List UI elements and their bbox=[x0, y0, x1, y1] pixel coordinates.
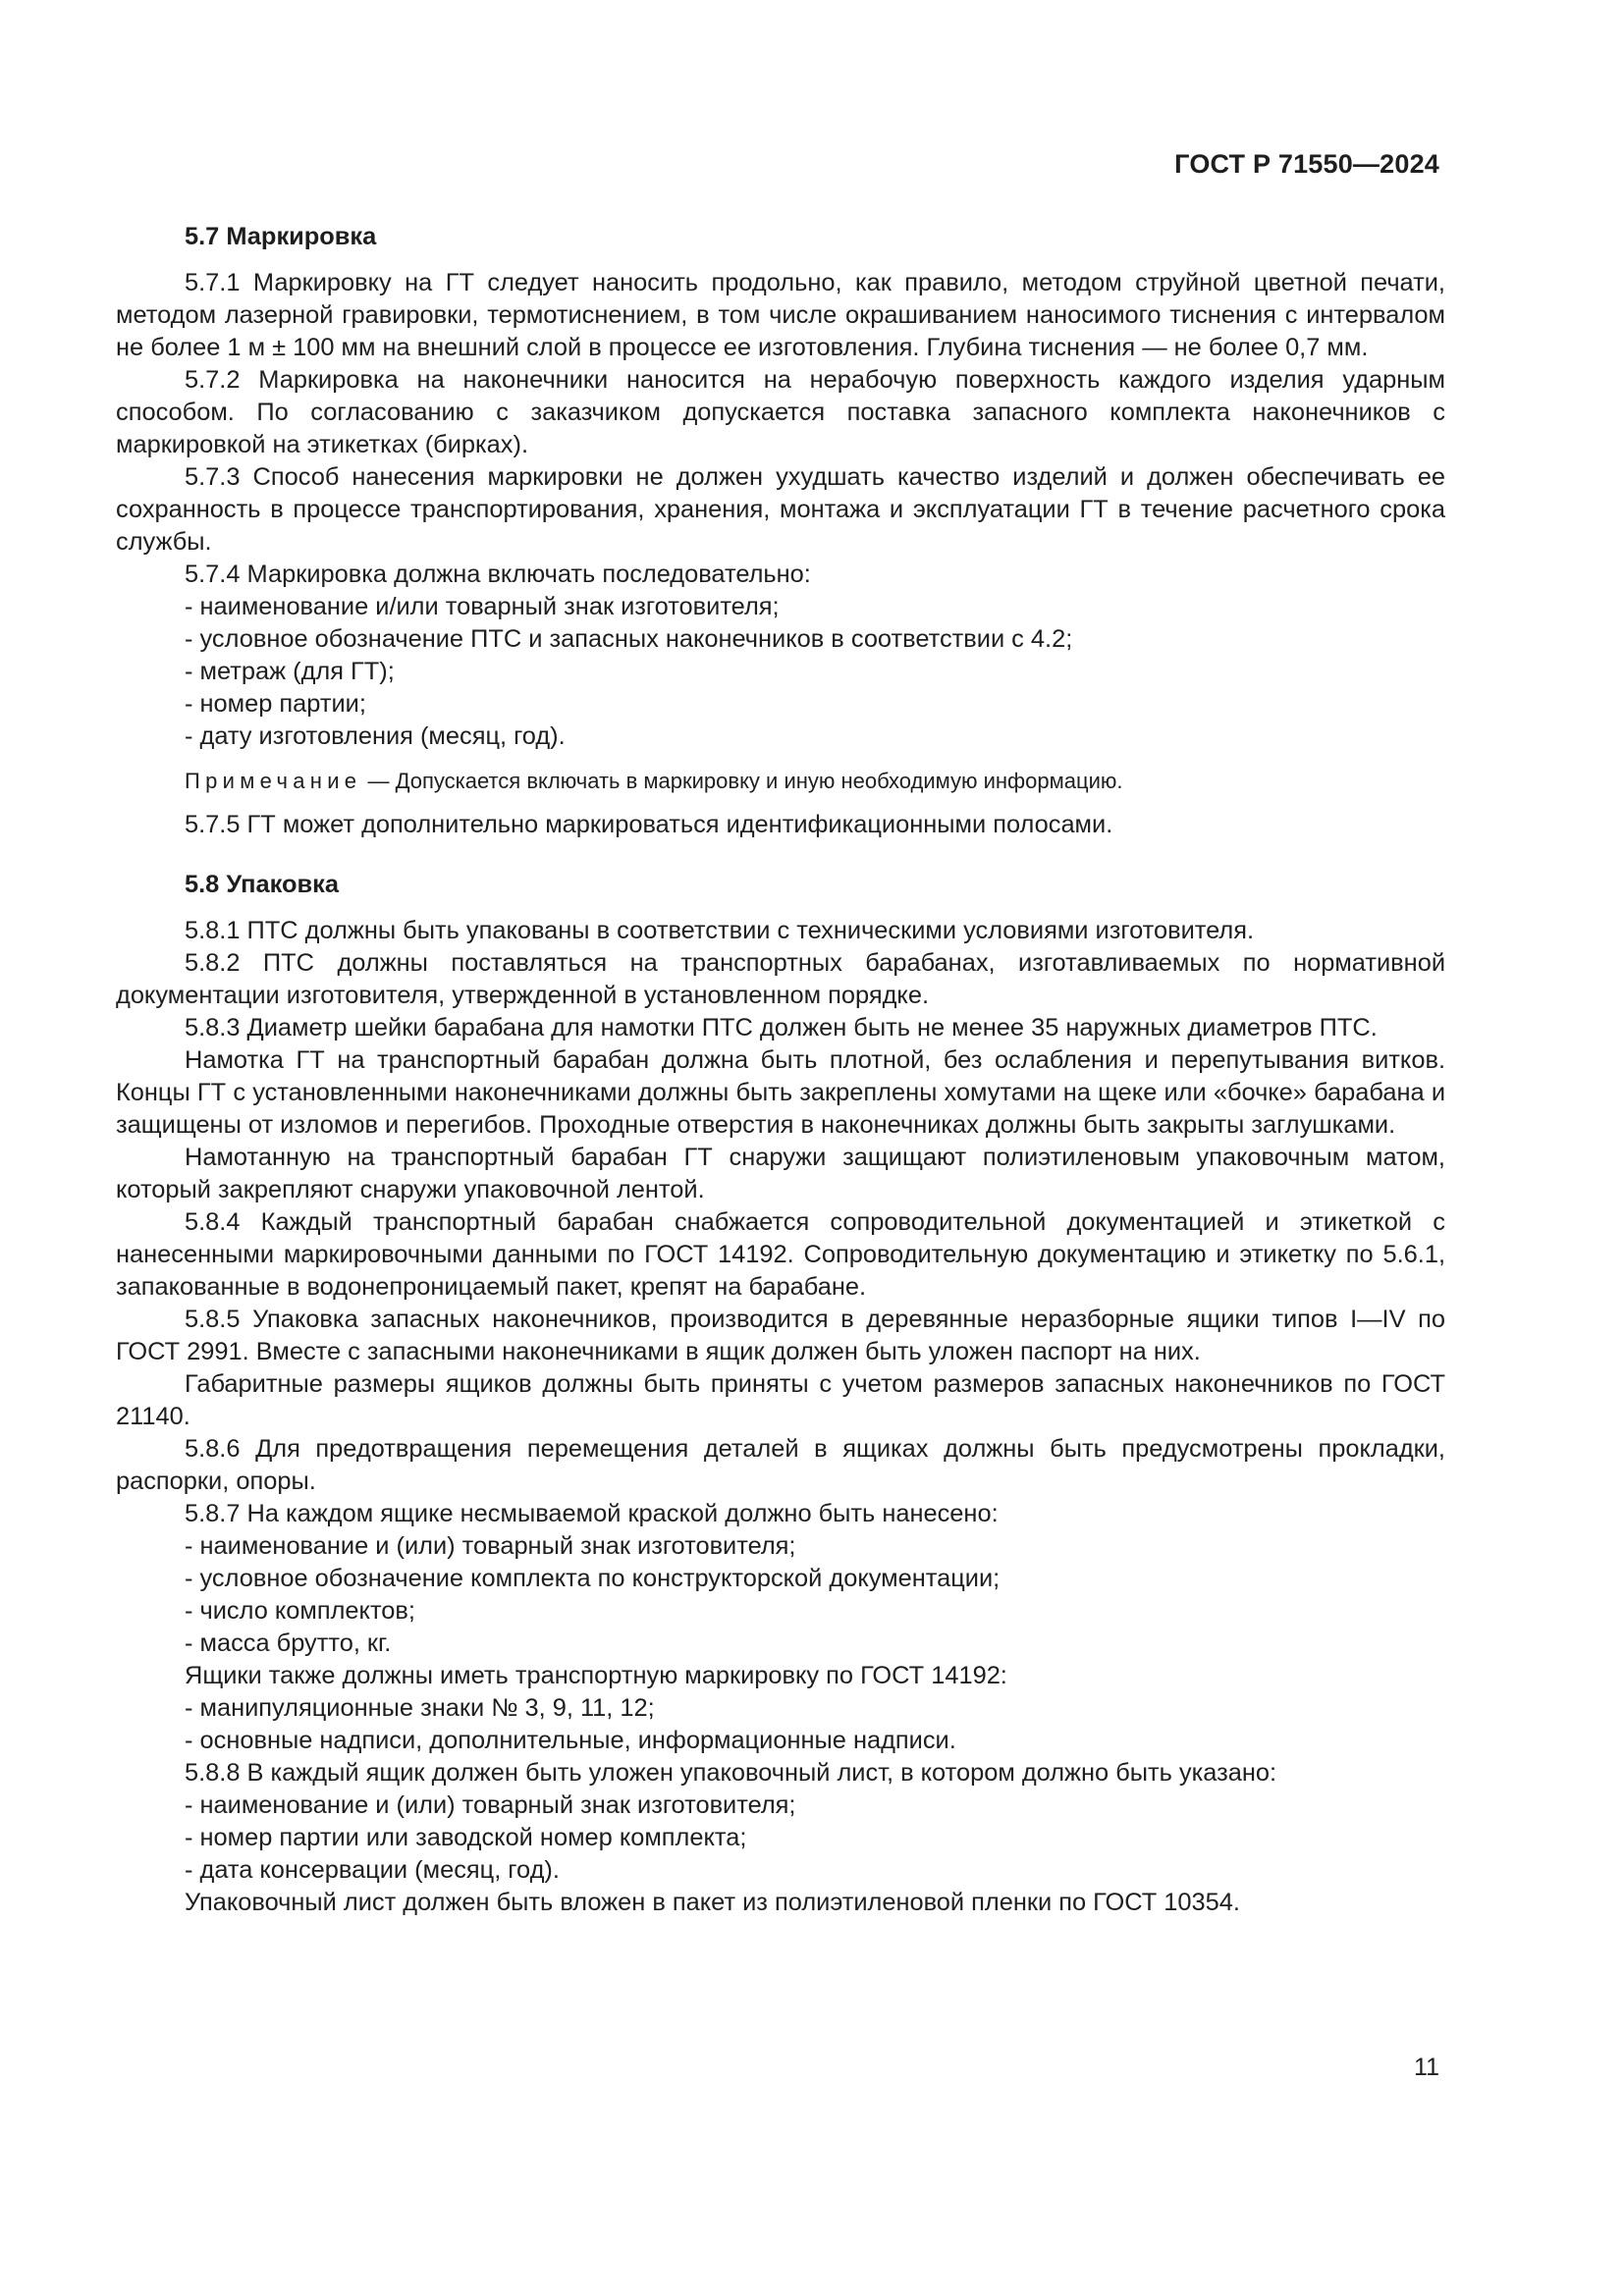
paragraph-5-7-5: 5.7.5 ГТ может дополнительно маркироваться идентификационными полосами. bbox=[185, 811, 1113, 838]
paragraph-5-8-8: 5.8.8 В каждый ящик должен быть уложен упаковочный лист, в котором должно быть указано: bbox=[185, 1759, 1277, 1787]
list-item: - номер партии; bbox=[185, 688, 1445, 721]
paragraph-packing-list: Упаковочный лист должен быть вложен в пакет из полиэтиленовой пленки по ГОСТ 10354. bbox=[185, 1889, 1240, 1916]
list-item: - условное обозначение комплекта по конструкторской документации; bbox=[185, 1563, 1445, 1595]
list-item: - номер партии или заводской номер комплекта; bbox=[185, 1822, 1445, 1854]
section-heading-5-7: 5.7 Маркировка bbox=[185, 223, 377, 250]
page-number: 11 bbox=[1414, 2054, 1439, 2081]
list-item: - наименование и/или товарный знак изготовителя; bbox=[185, 591, 1445, 623]
list-item: - метраж (для ГТ); bbox=[185, 656, 1445, 688]
page-content bbox=[116, 221, 1445, 1919]
paragraph-5-8-3: 5.8.3 Диаметр шейки барабана для намотки ПТС должен быть не менее 35 наружных диаметров ПТС. bbox=[185, 1014, 1378, 1041]
list-item: - наименование и (или) товарный знак изготовителя; bbox=[185, 1530, 1445, 1563]
list-item: - наименование и (или) товарный знак изготовителя; bbox=[185, 1789, 1445, 1822]
list-item: - дата консервации (месяц, год). bbox=[185, 1854, 1445, 1887]
note-text: — Допускается включать в маркировку и иную необходимую информацию. bbox=[361, 769, 1123, 793]
list-item: - дату изготовления (месяц, год). bbox=[185, 721, 1445, 753]
paragraph-5-7-4: 5.7.4 Маркировка должна включать последовательно: bbox=[185, 561, 811, 588]
note-label: Примечание bbox=[185, 769, 362, 793]
paragraph-protection: Намотанную на транспортный барабан ГТ снаружи защищают полиэтиленовым упаковочным матом, который закрепляют снаружи упаковочной лентой. bbox=[116, 1144, 1445, 1203]
paragraph-transport-marking: Ящики также должны иметь транспортную маркировку по ГОСТ 14192: bbox=[185, 1662, 1007, 1689]
list-item: - манипуляционные знаки № 3, 9, 11, 12; bbox=[185, 1692, 1445, 1725]
list-item: - условное обозначение ПТС и запасных наконечников в соответствии с 4.2; bbox=[185, 623, 1445, 656]
paragraph-box-dimensions: Габаритные размеры ящиков должны быть приняты с учетом размеров запасных наконечников по ГОСТ 21140. bbox=[116, 1370, 1445, 1430]
document-code: ГОСТ Р 71550—2024 bbox=[1174, 149, 1439, 179]
paragraph-5-8-7: 5.8.7 На каждом ящике несмываемой краской должно быть нанесено: bbox=[185, 1500, 999, 1527]
paragraph-5-8-5: 5.8.5 Упаковка запасных наконечников, производится в деревянные неразборные ящики типов I—IV по ГОСТ 2991. Вместе с запасными наконечниками в ящик должен быть уложен паспорт на них. bbox=[116, 1306, 1445, 1365]
paragraph-5-8-2: 5.8.2 ПТС должны поставляться на транспортных барабанах, изготавливаемых по нормативной документации изготовителя, утвержденной в установленном порядке. bbox=[116, 949, 1445, 1009]
paragraph-5-8-4: 5.8.4 Каждый транспортный барабан снабжается сопроводительной документацией и этикеткой с нанесенными маркировочными данными по ГОСТ 14192. Сопроводительную документацию и этикетку по 5.6.1, запакованные в водонепроницаемый пакет, крепят на барабане. bbox=[116, 1208, 1445, 1301]
paragraph-5-7-2: 5.7.2 Маркировка на наконечники наносится на нерабочую поверхность каждого изделия ударным способом. По согласованию с заказчиком допускается поставка запасного комплекта наконечников с маркировкой на этикетках (бирках). bbox=[116, 366, 1445, 458]
list-item: - основные надписи, дополнительные, информационные надписи. bbox=[185, 1725, 1445, 1757]
paragraph-winding: Намотка ГТ на транспортный барабан должна быть плотной, без ослабления и перепутывания витков. Концы ГТ с установленными наконечниками должны быть закреплены хомутами на щеке или «бочке» барабана и защищены от изломов и перегибов. Проходные отверстия в наконечниках должны быть закрыты заглушками. bbox=[116, 1046, 1445, 1139]
paragraph-5-8-6: 5.8.6 Для предотвращения перемещения деталей в ящиках должны быть предусмотрены прокладки, распорки, опоры. bbox=[116, 1435, 1445, 1495]
section-heading-5-8: 5.8 Упаковка bbox=[185, 871, 339, 898]
paragraph-5-7-3: 5.7.3 Способ нанесения маркировки не должен ухудшать качество изделий и должен обеспечивать ее сохранность в процессе транспортирования, хранения, монтажа и эксплуатации ГТ в течение расчетного срока службы. bbox=[116, 463, 1445, 556]
list-item: - масса брутто, кг. bbox=[185, 1628, 1445, 1660]
paragraph-5-8-1: 5.8.1 ПТС должны быть упакованы в соответствии с техническими условиями изготовителя. bbox=[185, 917, 1255, 944]
note bbox=[185, 765, 1445, 797]
list-item: - число комплектов; bbox=[185, 1595, 1445, 1628]
paragraph-5-7-1: 5.7.1 Маркировку на ГТ следует наносить продольно, как правило, методом струйной цветной печати, методом лазерной гравировки, термотиснением, в том числе окрашиванием наносимого тиснения с интервалом не более 1 м ± 100 мм на внешний слой в процессе ее изготовления. Глубина тиснения — не более 0,7 мм. bbox=[116, 269, 1445, 361]
